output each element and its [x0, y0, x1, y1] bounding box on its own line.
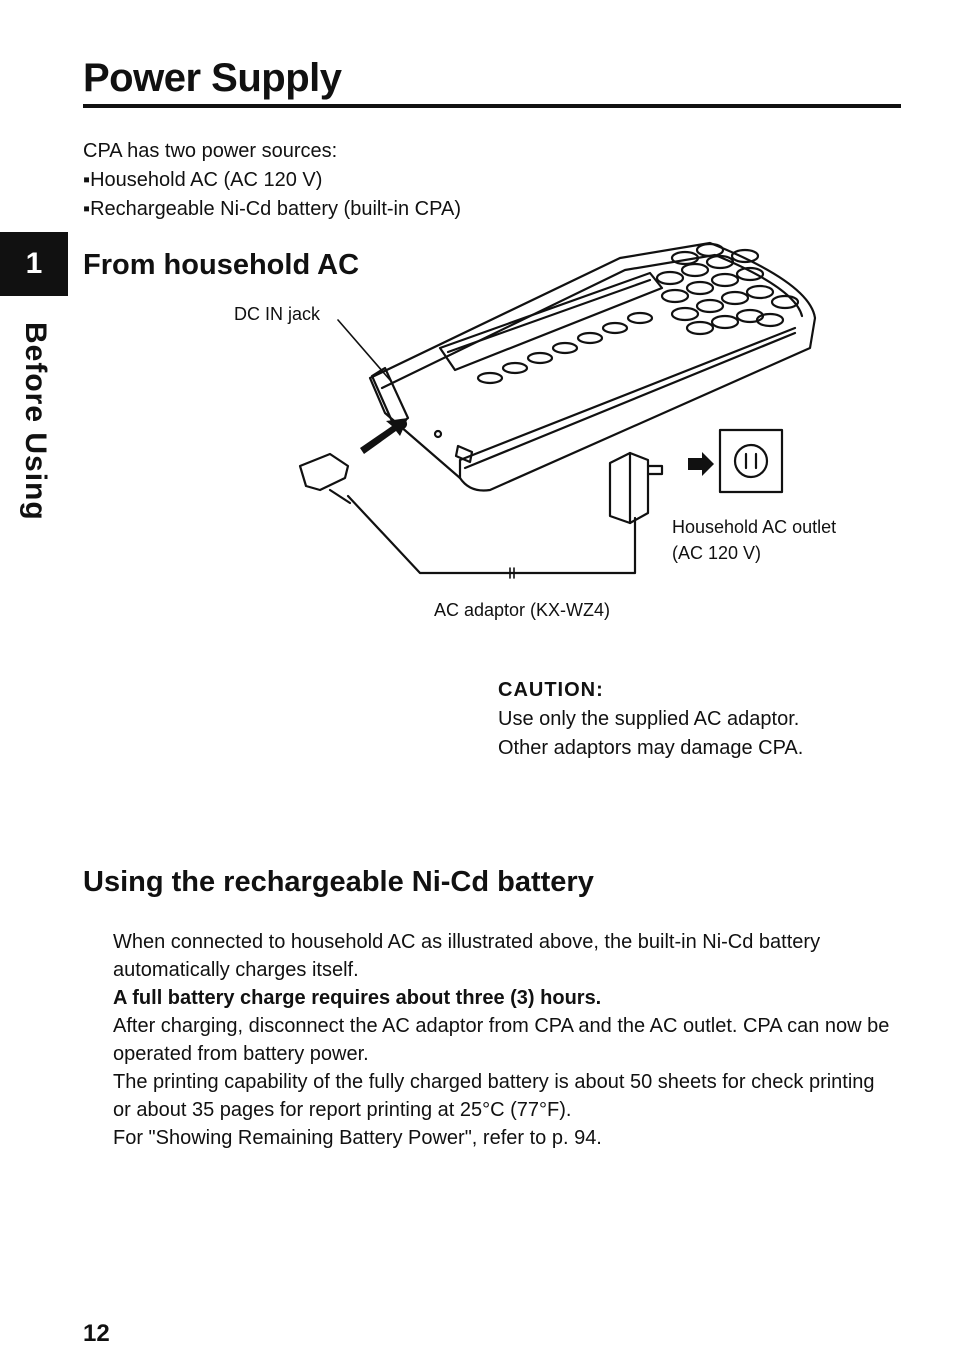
- dc-in-jack-label: DC IN jack: [234, 304, 321, 324]
- paragraph: For "Showing Remaining Battery Power", refer to p. 94.: [113, 1127, 602, 1149]
- function-keys: [478, 313, 652, 383]
- section-title-battery: Using the rechargeable Ni-Cd battery: [83, 866, 594, 898]
- outlet-label-line: (AC 120 V): [672, 543, 762, 563]
- page-number: 12: [83, 1320, 110, 1347]
- chapter-number: 1: [25, 247, 43, 280]
- paragraph: When connected to household AC as illustrated above, the built-in Ni-Cd battery automatically charges itself.: [113, 931, 821, 981]
- battery-body: [113, 928, 893, 1152]
- adaptor-cord: [348, 496, 635, 573]
- caution-line: Other adaptors may damage CPA.: [498, 737, 804, 759]
- title-rule: [83, 104, 901, 108]
- chapter-label: Before Using: [19, 322, 52, 521]
- paragraph-emphasis: A full battery charge requires about three (3) hours.: [113, 987, 602, 1009]
- adaptor-label: AC adaptor (KX-WZ4): [434, 600, 611, 620]
- cpa-device-base: [465, 333, 795, 468]
- outlet-label: [672, 514, 836, 566]
- intro-block: [83, 137, 461, 224]
- outlet-label-line: Household AC outlet: [672, 517, 837, 537]
- numeric-keypad: [657, 244, 798, 334]
- ac-outlet-icon: [720, 430, 782, 492]
- intro-bullet: ▪Rechargeable Ni-Cd battery (built-in CPA): [83, 198, 461, 220]
- caution-line: Use only the supplied AC adaptor.: [498, 708, 800, 730]
- intro-bullet: ▪Household AC (AC 120 V): [83, 169, 323, 191]
- paragraph: The printing capability of the fully charged battery is about 50 sheets for check printing or about 35 pages for report printing at 25°C (77°F).: [113, 1071, 875, 1121]
- section-title-ac: From household AC: [83, 249, 360, 281]
- page-title: Power Supply: [83, 56, 342, 100]
- intro-lead: CPA has two power sources:: [83, 140, 338, 162]
- chapter-tab: [0, 232, 68, 296]
- caution-heading: CAUTION:: [498, 679, 604, 701]
- dc-plug: [300, 454, 348, 490]
- paragraph: After charging, disconnect the AC adaptor from CPA and the AC outlet. CPA can now be operated from battery power.: [113, 1015, 890, 1065]
- right-arrow-icon: [688, 452, 714, 476]
- caution-box: [498, 676, 803, 763]
- insert-arrow-icon: [360, 418, 408, 454]
